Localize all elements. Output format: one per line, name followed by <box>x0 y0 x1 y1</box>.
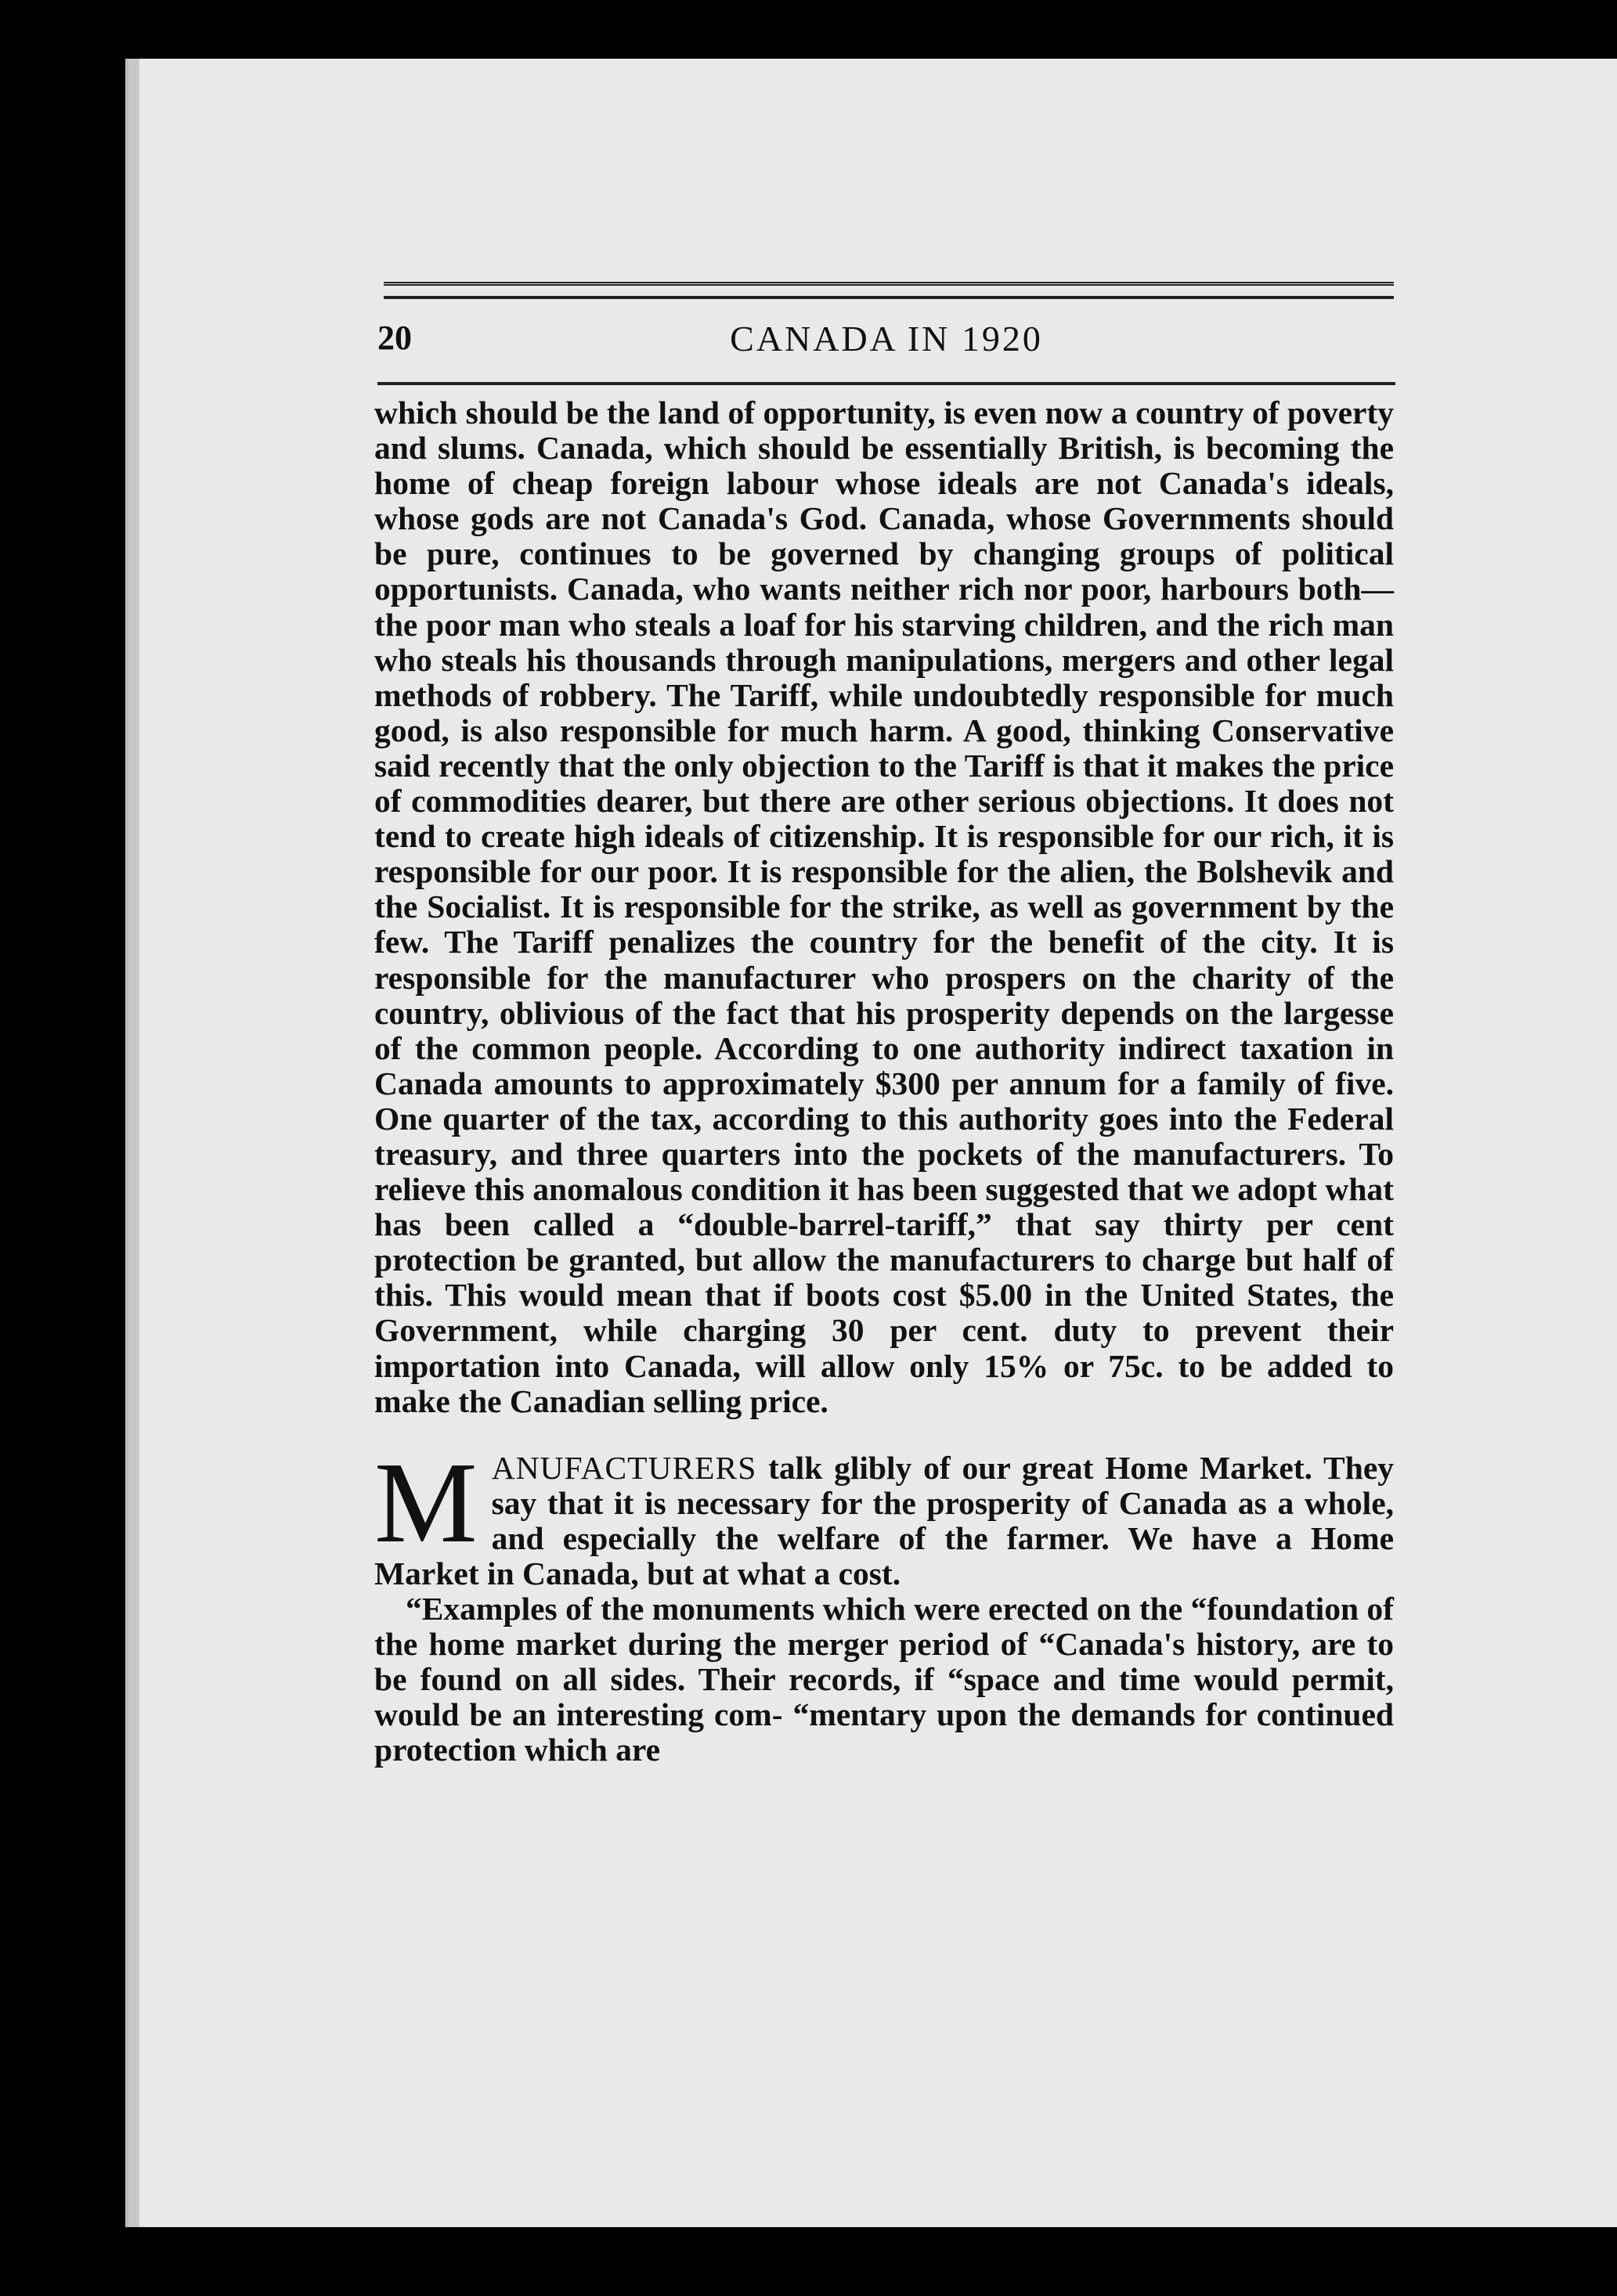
drop-cap: M <box>374 1438 478 1567</box>
page-edge-shadow <box>128 59 139 2227</box>
page-body <box>374 395 1394 1768</box>
page-number: 20 <box>377 319 412 357</box>
paragraph-2 <box>374 1438 1394 1591</box>
page-header <box>377 315 1395 369</box>
paragraph-1: which should be the land of opportunity, is even now a country of poverty and slums. Canada, which should be essentially British, is becoming the home of cheap foreign labour whose ideals are not Canada's ideals, whose gods are not Canada's God. Canada, whose Governments should be pure, continues to be governed by changing groups of political opportunists. Canada, who wants neither rich nor poor, harbours both—the poor man who steals a loaf for his starving children, and the rich man who steals his thousands through manipulations, mergers and other legal methods of robbery. The Tariff, while undoubtedly responsible for much good, is also responsible for much harm. A good, thinking Conservative said recently that the only objection to the Tariff is that it makes the price of commodities dearer, but there are other serious objections. It does not tend to create high ideals of citizenship. It is responsible for our rich, it is responsible for our poor. It is responsible for the alien, the Bolshevik and the Socialist. It is responsible for the strike, as well as government by the few. The Tariff penalizes the country for the benefit of the city. It is responsible for the manufacturer who prospers on the charity of the country, oblivious of the fact that his prosperity depends on the largesse of the common people. According to one authority indirect taxation in Canada amounts to approximately $300 per annum for a family of five. One quarter of the tax, according to this authority goes into the Federal treasury, and three quarters into the pockets of the manufacturers. To relieve this anomalous condition it has been suggested that we adopt what has been called a “double-barrel-tariff,” that say thirty per cent protection be granted, but allow the manufacturers to charge but half of this. This would mean that if boots cost $5.00 in the United States, the Government, while charging 30 per cent. duty to prevent their importation into Canada, will allow only 15% or 75c. to be added to make the Canadian selling price. <box>374 395 1394 1419</box>
paragraph-2-lead: ANUFACTURERS <box>491 1449 757 1486</box>
paragraph-3: “Examples of the monuments which were erected on the “foundation of the home market during the merger period of “Canada's history, are to be found on all sides. Their records, if “space and time would permit, would be an interesting com- “mentary upon the demands for continued protection which are <box>374 1591 1394 1768</box>
header-double-rule <box>384 282 1394 286</box>
running-title: CANADA IN 1920 <box>730 319 1043 359</box>
header-bottom-rule <box>377 382 1395 385</box>
header-rule <box>384 296 1394 299</box>
paragraph-2-text: talk glibly of our great Home Market. They say that it is necessary for the prosperity of Canada as a whole, and especially the welfare of the farmer. We have a Home Market in Canada, but at what a cost. <box>374 1449 1394 1591</box>
